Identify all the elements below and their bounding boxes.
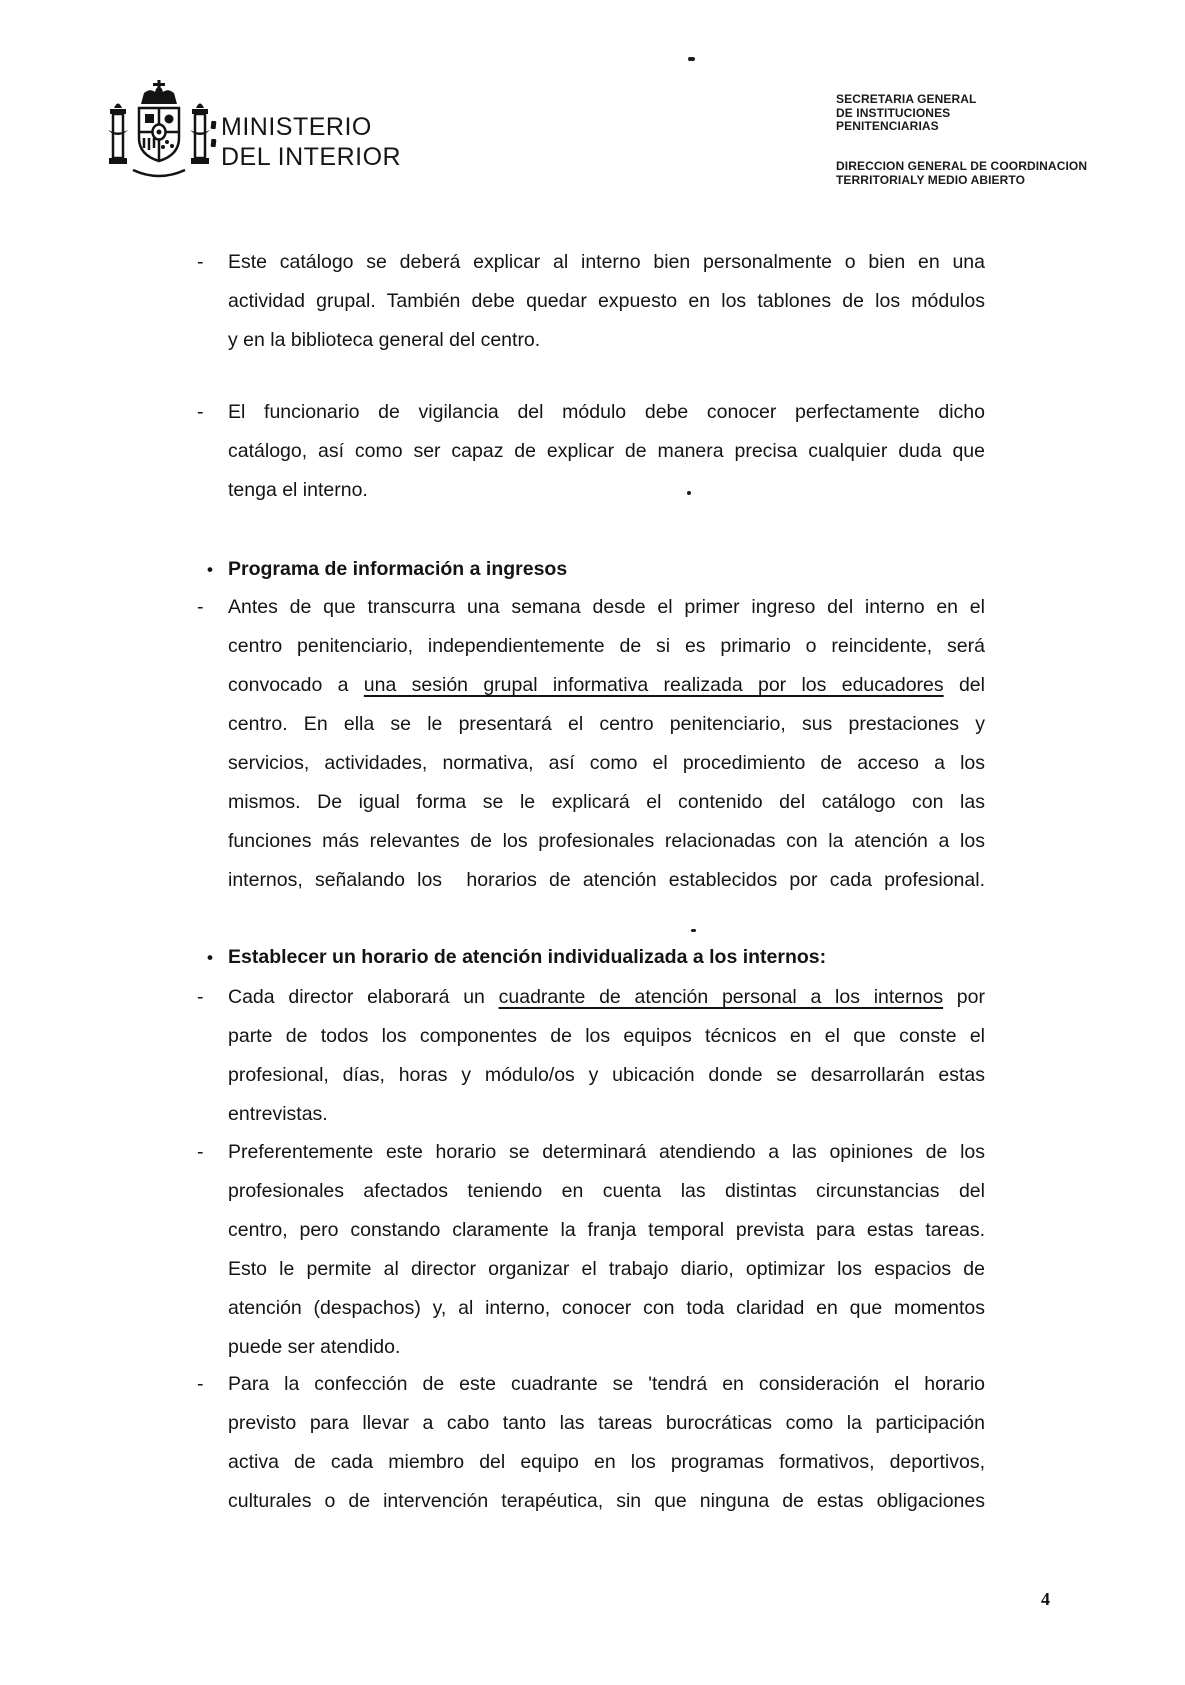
ministry-name xyxy=(221,112,401,172)
dash-marker: - xyxy=(197,986,204,1008)
dash-marker: - xyxy=(197,596,204,618)
dash-marker: - xyxy=(197,251,204,273)
direccion-line: DIRECCION GENERAL DE COORDINACION xyxy=(836,159,1088,173)
ministry-line2: DEL INTERIOR xyxy=(221,143,402,171)
text-segment: Cada director elaborará un xyxy=(228,986,499,1008)
text-segment: convocado a xyxy=(228,674,364,696)
text-line: profesional, días, horas y módulo/os y ubicación donde se desarrollarán estas xyxy=(228,1064,985,1086)
dash-marker: - xyxy=(197,1373,204,1395)
text-segment: del xyxy=(943,674,985,696)
bullet-marker: • xyxy=(207,948,213,967)
text-line: servicios, actividades, normativa, así como el procedimiento de acceso a los xyxy=(228,752,985,774)
text-line: tenga el interno. xyxy=(228,479,368,501)
text-line: profesionales afectados teniendo en cuenta las distintas circunstancias del xyxy=(228,1180,985,1202)
text-line: Esto le permite al director organizar el trabajo diario, optimizar los espacios de xyxy=(228,1258,985,1280)
dash-marker: - xyxy=(197,401,204,423)
text-line: entrevistas. xyxy=(228,1103,328,1125)
scan-speck xyxy=(691,929,696,932)
text-line: Antes de que transcurra una semana desde el primer ingreso del interno en el xyxy=(228,596,985,618)
text-line: activa de cada miembro del equipo en los programas formativos, deportivos, xyxy=(228,1451,985,1473)
text-segment: por xyxy=(943,986,985,1008)
text-line: centro penitenciario, independientemente de si es primario o reincidente, será xyxy=(228,635,985,657)
paragraph xyxy=(197,1365,985,1521)
spain-coat-of-arms-logo xyxy=(103,80,215,198)
paragraph xyxy=(197,588,985,900)
section-heading xyxy=(207,550,985,589)
page-number: 4 xyxy=(1041,1589,1050,1609)
section-heading xyxy=(207,938,985,977)
secretaria-line: PENITENCIARIAS xyxy=(836,119,939,133)
paragraph xyxy=(197,1133,985,1367)
text-line: internos, señalando los horarios de atención establecidos por cada profesional. xyxy=(228,869,985,891)
scan-artifact xyxy=(211,121,217,148)
direccion-line: TERRITORIALY MEDIO ABIERTO xyxy=(836,172,1026,187)
underlined-phrase: cuadrante de atención personal a los internos xyxy=(498,986,944,1008)
text-line: centro, pero constando claramente la franja temporal prevista para estas tareas. xyxy=(228,1219,985,1241)
text-line: y en la biblioteca general del centro. xyxy=(228,329,541,351)
ministry-line1: MINISTERIO xyxy=(221,113,372,141)
text-line: mismos. De igual forma se le explicará el contenido del catálogo con las xyxy=(228,791,985,813)
text-line xyxy=(228,978,985,1017)
text-line xyxy=(228,666,985,705)
text-line: catálogo, así como ser capaz de explicar de manera precisa cualquier duda que xyxy=(228,440,985,462)
bullet-marker: • xyxy=(207,560,213,579)
scan-speck xyxy=(688,57,695,61)
paragraph xyxy=(197,393,985,510)
section-heading-text: Establecer un horario de atención individualizada a los internos: xyxy=(228,946,827,968)
direccion-block xyxy=(836,160,1087,187)
secretaria-line: DE INSTITUCIONES xyxy=(836,105,951,120)
text-line: centro. En ella se le presentará el centro penitenciario, sus prestaciones y xyxy=(228,713,985,735)
paragraph xyxy=(197,243,985,360)
secretaria-block xyxy=(836,93,976,134)
dash-marker: - xyxy=(197,1141,204,1163)
text-line: funciones más relevantes de los profesionales relacionadas con la atención a los xyxy=(228,830,985,852)
text-line: Para la confección de este cuadrante se 'tendrá en consideración el horario xyxy=(228,1373,985,1395)
text-line: previsto para llevar a cabo tanto las tareas burocráticas como la participación xyxy=(228,1412,985,1434)
text-line: El funcionario de vigilancia del módulo debe conocer perfectamente dicho xyxy=(228,401,985,423)
text-line: atención (despachos) y, al interno, conocer con toda claridad en que momentos xyxy=(228,1297,985,1319)
secretaria-line: SECRETARIA GENERAL xyxy=(836,92,977,106)
text-line: culturales o de intervención terapéutica, sin que ninguna de estas obligaciones xyxy=(228,1490,985,1512)
text-line: puede ser atendido. xyxy=(228,1336,401,1358)
section-heading-text: Programa de información a ingresos xyxy=(228,558,568,580)
text-line: actividad grupal. También debe quedar expuesto en los tablones de los módulos xyxy=(228,290,985,312)
text-line: Este catálogo se deberá explicar al interno bien personalmente o bien en una xyxy=(228,251,985,273)
paragraph xyxy=(197,978,985,1134)
text-line: parte de todos los componentes de los equipos técnicos en el que conste el xyxy=(228,1025,985,1047)
text-line: Preferentemente este horario se determinará atendiendo a las opiniones de los xyxy=(228,1141,985,1163)
underlined-phrase: una sesión grupal informativa realizada por los educadores xyxy=(363,674,944,696)
